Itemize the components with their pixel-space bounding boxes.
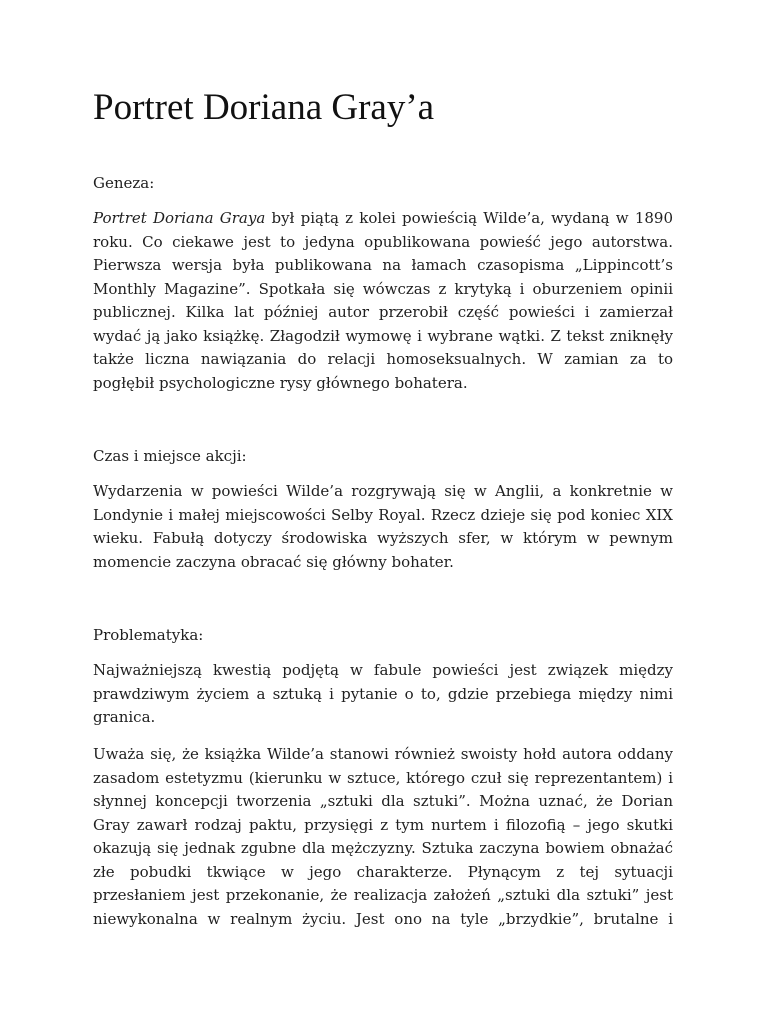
paragraph-line: prawdziwym życiem a sztuką i pytanie o to, gdzie przebiega między nimi bbox=[93, 684, 673, 703]
paragraph-line: roku. Co ciekawe jest to jedyna opublikowana powieść jego autorstwa. bbox=[93, 232, 673, 251]
paragraph-line: Uważa się, że książka Wilde’a stanowi również swoisty hołd autora oddany bbox=[93, 745, 673, 763]
paragraph-line: Wydarzenia w powieści Wilde’a rozgrywają się w Anglii, a konkretnie w bbox=[93, 482, 673, 500]
paragraph-line: Pierwsza wersja była publikowana na łamach czasopisma „Lippincott’s bbox=[93, 256, 673, 274]
paragraph-problematyka-1 bbox=[93, 659, 673, 730]
paragraph-line: Londynie i małej miejscowości Selby Royal. Rzecz dzieje się pod koniec XIX bbox=[93, 505, 673, 524]
paragraph-line: zasadom estetyzmu (kierunku w sztuce, którego czuł się reprezentantem) i bbox=[93, 768, 673, 787]
paragraph-line: Monthly Magazine”. Spotkała się wówczas z krytyką i oburzeniem opinii bbox=[93, 279, 673, 298]
paragraph-line: złe pobudki tkwiące w jego charakterze. Płynącym z tej sytuacji bbox=[93, 862, 673, 881]
paragraph-line: wydać ją jako książkę. Złagodził wymowę i wybrane wątki. Z tekst zniknęły bbox=[93, 326, 673, 345]
paragraph-line: wieku. Fabułą dotyczy środowiska wyższych sfer, w którym w pewnym bbox=[93, 529, 673, 547]
paragraph-line: Portret Doriana Graya był piątą z kolei powieścią Wilde’a, wydaną w 1890 bbox=[93, 209, 673, 227]
paragraph-line: pogłębił psychologiczne rysy głównego bohatera. bbox=[93, 373, 468, 392]
paragraph-line: także liczna nawiązania do relacji homoseksualnych. W zamian za to bbox=[93, 350, 673, 368]
paragraph-line: przesłaniem jest przekonanie, że realizacja założeń „sztuki dla sztuki” jest bbox=[93, 886, 673, 904]
paragraph-line: momencie zaczyna obracać się główny bohater. bbox=[93, 552, 454, 571]
section-heading-czas: Czas i miejsce akcji: bbox=[93, 447, 247, 465]
paragraph-line: okazują się jednak zgubne dla mężczyzny. Sztuka zaczyna bowiem obnażać bbox=[93, 839, 673, 857]
paragraph-line: niewykonalna w realnym życiu. Jest ono na tyle „brzydkie”, brutalne i bbox=[93, 909, 673, 928]
paragraph-line: Najważniejszą kwestią podjętą w fabule powieści jest związek między bbox=[93, 661, 673, 679]
paragraph-czas bbox=[93, 480, 673, 574]
section-heading-problematyka: Problematyka: bbox=[93, 626, 204, 644]
section-heading-geneza: Geneza: bbox=[93, 174, 155, 192]
paragraph-line: Gray zawarł rodzaj paktu, przysięgi z tym nurtem i filozofią – jego skutki bbox=[93, 815, 673, 834]
page-title: Portret Doriana Gray’a bbox=[93, 87, 435, 128]
paragraph-problematyka-2 bbox=[93, 743, 673, 931]
paragraph-geneza bbox=[93, 207, 673, 395]
book-title-italic: Portret Doriana Graya bbox=[93, 209, 266, 227]
paragraph-line: słynnej koncepcji tworzenia „sztuki dla sztuki”. Można uznać, że Dorian bbox=[93, 792, 673, 810]
paragraph-line: publicznej. Kilka lat później autor przerobił część powieści i zamierzał bbox=[93, 303, 673, 321]
paragraph-line: granica. bbox=[93, 708, 156, 726]
